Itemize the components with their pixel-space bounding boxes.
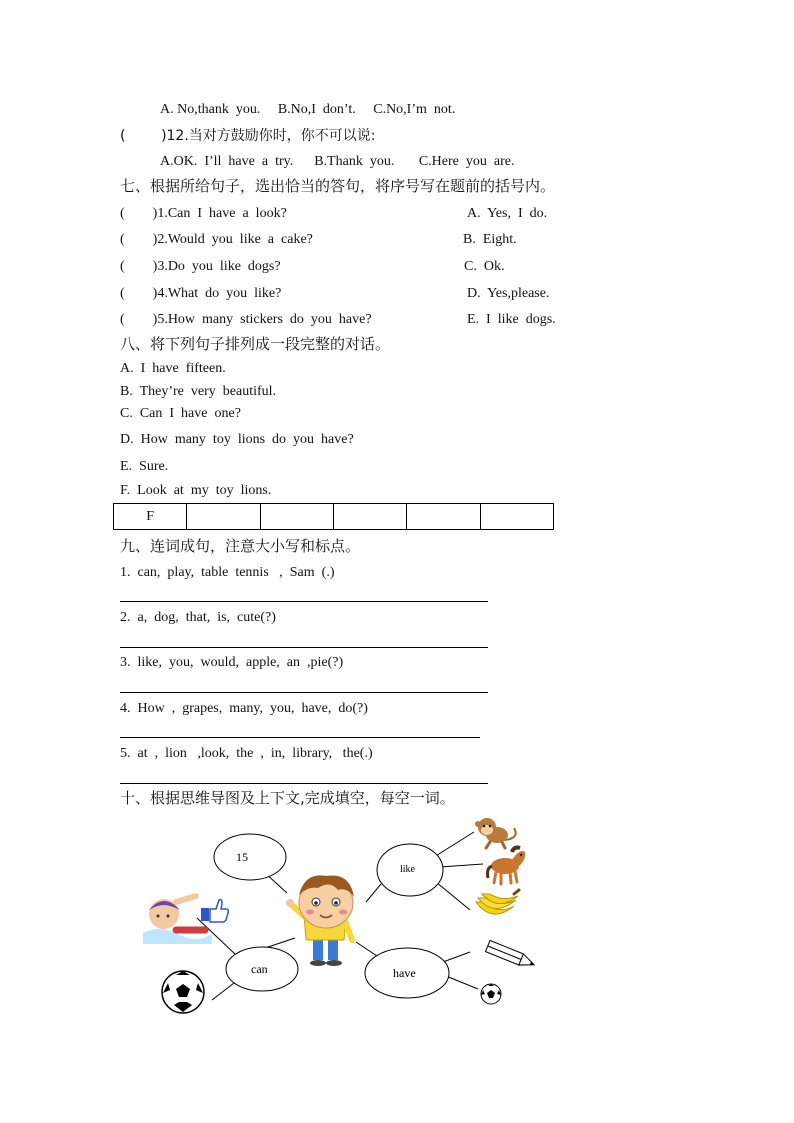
node-like bbox=[377, 844, 443, 896]
sentence-item: 1. can, play, table tennis , Sam (.) bbox=[120, 565, 335, 580]
section9-heading: 九、连词成句，注意大小写和标点。 bbox=[120, 537, 361, 555]
monkey-icon bbox=[475, 818, 516, 848]
q12-stem: ( )12.当对方鼓励你时，你不可以说: bbox=[120, 128, 376, 144]
matching-question: ( )4.What do you like? bbox=[120, 286, 282, 301]
sentence-item: 3. like, you, would, apple, an ,pie(?) bbox=[120, 655, 344, 670]
node-number-label: 15 bbox=[236, 850, 248, 864]
dialogue-sentence: E. Sure. bbox=[120, 459, 169, 474]
node-like-label: like bbox=[400, 864, 415, 875]
matching-answer: B. Eight. bbox=[463, 232, 517, 247]
q12-options: A.OK. I’ll have a try. B.Thank you. C.Here you are. bbox=[160, 154, 515, 169]
order-cell[interactable]: F bbox=[114, 504, 187, 530]
node-have-label: have bbox=[393, 966, 416, 980]
pencil-icon bbox=[485, 940, 536, 970]
football-icon bbox=[481, 984, 501, 1004]
node-can-label: can bbox=[251, 962, 268, 976]
node-number bbox=[214, 834, 286, 880]
banana-icon bbox=[476, 890, 519, 914]
dialogue-sentence: F. Look at my toy lions. bbox=[120, 483, 272, 498]
football-icon bbox=[162, 971, 204, 1013]
section8-heading: 八、将下列句子排列成一段完整的对话。 bbox=[120, 335, 391, 353]
dialogue-sentence: D. How many toy lions do you have? bbox=[120, 432, 354, 447]
matching-question: ( )3.Do you like dogs? bbox=[120, 259, 281, 274]
node-have bbox=[365, 948, 449, 998]
dialogue-sentence: B. They’re very beautiful. bbox=[120, 384, 277, 399]
matching-question: ( )1.Can I have a look? bbox=[120, 206, 287, 221]
sentence-item: 5. at , lion ,look, the , in, library, the(.) bbox=[120, 746, 373, 761]
thumbs-up-icon bbox=[201, 900, 228, 923]
dialogue-sentence: A. I have fifteen. bbox=[120, 361, 226, 376]
matching-answer: D. Yes,please. bbox=[467, 286, 550, 301]
node-can bbox=[226, 947, 298, 991]
matching-answer: C. Ok. bbox=[464, 259, 505, 274]
matching-question: ( )5.How many stickers do you have? bbox=[120, 312, 372, 327]
section10-heading: 十、根据思维导图及上下文,完成填空，每空一词。 bbox=[120, 789, 455, 807]
sentence-item: 2. a, dog, that, is, cute(?) bbox=[120, 610, 276, 625]
matching-answer: E. I like dogs. bbox=[467, 312, 556, 327]
horse-icon bbox=[488, 848, 526, 885]
section7-heading: 七、根据所给句子，选出恰当的答句，将序号写在题前的括号内。 bbox=[120, 177, 556, 195]
sentence-item: 4. How , grapes, many, you, have, do(?) bbox=[120, 701, 368, 716]
dialogue-sentence: C. Can I have one? bbox=[120, 406, 241, 421]
q11-options: A. No,thank you. B.No,I don’t. C.No,I’m not. bbox=[160, 102, 456, 117]
boy-icon bbox=[286, 875, 354, 966]
matching-question: ( )2.Would you like a cake? bbox=[120, 232, 313, 247]
matching-answer: A. Yes, I do. bbox=[467, 206, 548, 221]
